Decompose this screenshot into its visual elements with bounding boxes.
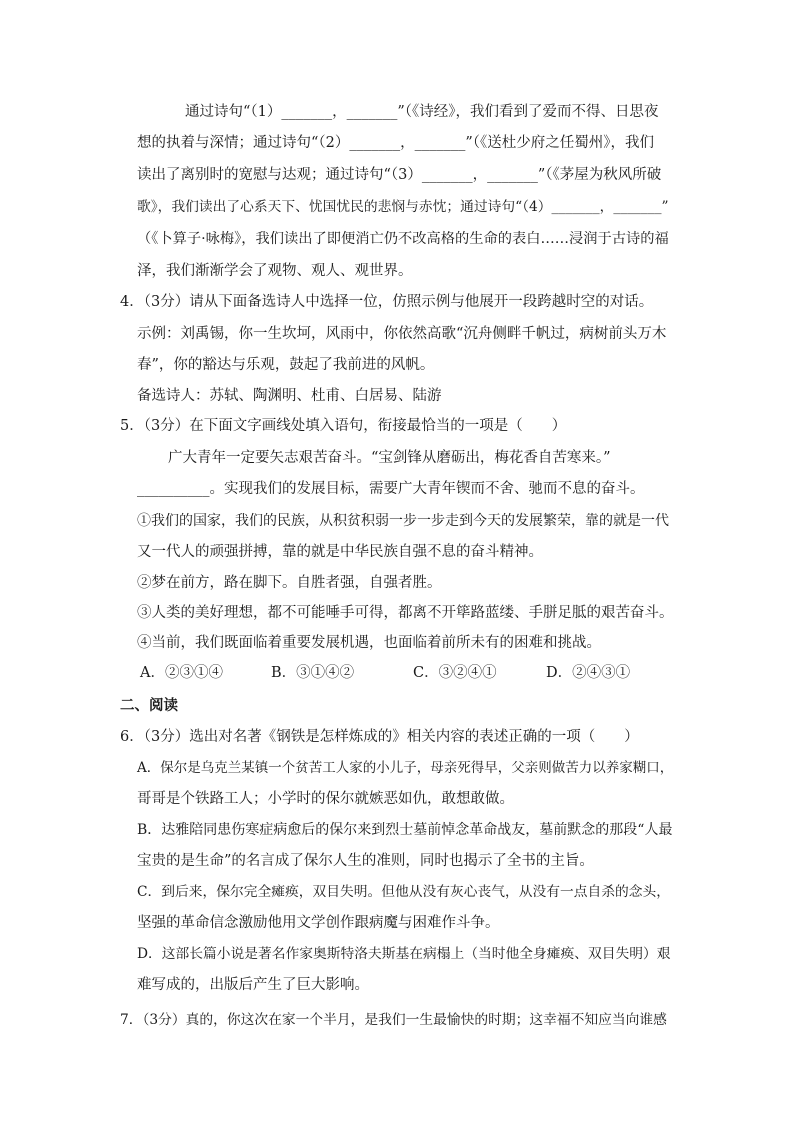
q5-passage-line-2: __________。实现我们的发展目标，需要广大青年锲而不舍、驰而不息的奋斗。 xyxy=(137,481,645,497)
q5-option-c[interactable]: C．③②④① xyxy=(413,665,497,681)
q3-line-3: 读出了离别时的宽慰与达观；通过诗句“（3）_______，_______”（《茅屋为秋风所破 xyxy=(137,167,662,183)
q6-stem: 6．（3分）选出对名著《钢铁是怎样炼成的》相关内容的表述正确的一项（ ） xyxy=(120,729,639,745)
q4-example-line-1: 示例：刘禹锡，你一生坎坷，风雨中，你依然高歌“沉舟侧畔千帆过，病树前头万木 xyxy=(137,326,667,342)
q6-option-d-line-1: D．这部长篇小说是著名作家奥斯特洛夫斯基在病榻上（当时他全身瘫痪、双目失明）艰 xyxy=(137,946,671,962)
q6-option-c-line-1: C．到后来，保尔完全瘫痪，双目失明。但他从没有灰心丧气，从没有一点自杀的念头， xyxy=(137,884,671,900)
q5-sentence-4: ④当前，我们既面临着重要发展机遇，也面临着前所未有的困难和挑战。 xyxy=(137,635,601,651)
q4-stem: 4．（3分）请从下面备选诗人中选择一位，仿照示例与他展开一段跨越时空的对话。 xyxy=(120,294,654,310)
q3-line-5: （《卜算子·咏梅》，我们读出了即便消亡仍不改高格的生命的表白……浸润于古诗的福 xyxy=(137,231,669,247)
q5-sentence-3: ③人类的美好理想，都不可能唾手可得，都离不开筚路蓝缕、手胼足胝的艰苦奋斗。 xyxy=(137,605,674,621)
q5-option-b[interactable]: B．③①④② xyxy=(271,665,355,681)
q5-sentence-1-line-2: 又一代人的顽强拼搏，靠的就是中华民族自强不息的奋斗精神。 xyxy=(137,544,543,560)
q3-line-4: 歌》，我们读出了心系天下、忧国忧民的悲悯与赤忱；通过诗句“（4）_______，_______” xyxy=(137,199,669,215)
q4-poets: 备选诗人：苏轼、陶渊明、杜甫、白居易、陆游 xyxy=(137,388,442,404)
q4-example-line-2: 春”，你的豁达与乐观，鼓起了我前进的风帆。 xyxy=(137,357,435,373)
q6-option-b-line-1: B．达雅陪同患伤寒症病愈后的保尔来到烈士墓前悼念革命战友，墓前默念的那段“人最 xyxy=(137,822,673,838)
q3-line-2: 想的执着与深情；通过诗句“（2）_______，_______”（《送杜少府之任蜀州》，我们 xyxy=(137,135,655,151)
q6-option-a-line-1: A．保尔是乌克兰某镇一个贫苦工人家的小儿子，母亲死得早，父亲则做苦力以养家糊口， xyxy=(137,760,674,776)
q6-option-a-line-2: 哥哥是个铁路工人；小学时的保尔就嫉恶如仇，敢想敢做。 xyxy=(137,791,514,807)
section-heading-reading: 二、阅读 xyxy=(120,697,178,714)
q3-line-6: 泽，我们渐渐学会了观物、观人、观世界。 xyxy=(137,263,413,279)
q5-stem: 5．（3分）在下面文字画线处填入语句，衔接最恰当的一项是（ ） xyxy=(120,418,567,434)
q3-line-1: 通过诗句“（1）_______，_______”（《诗经》，我们看到了爱而不得、日思夜 xyxy=(185,104,659,120)
q5-passage-line-1: 广大青年一定要矢志艰苦奋斗。“宝剑锋从磨砺出，梅花香自苦寒来。” xyxy=(168,450,611,466)
q5-sentence-1-line-1: ①我们的国家，我们的民族，从积贫积弱一步一步走到今天的发展繁荣，靠的就是一代 xyxy=(137,513,669,529)
q5-option-a[interactable]: A．②③①④ xyxy=(140,665,223,681)
q5-option-d[interactable]: D．②④③① xyxy=(546,665,631,681)
q6-option-d-line-2: 难写成的，出版后产生了巨大影响。 xyxy=(137,977,369,993)
q6-option-c-line-2: 坚强的革命信念激励他用文学创作跟病魔与困难作斗争。 xyxy=(137,915,500,931)
q7-stem: 7．（3分）真的，你这次在家一个半月，是我们一生最愉快的时期；这幸福不知应当向谁感 xyxy=(120,1012,667,1028)
q5-sentence-2: ②梦在前方，路在脚下。自胜者强，自强者胜。 xyxy=(137,575,442,591)
q6-option-b-line-2: 宝贵的是生命”的名言成了保尔人生的准则，同时也揭示了全书的主旨。 xyxy=(137,853,594,869)
